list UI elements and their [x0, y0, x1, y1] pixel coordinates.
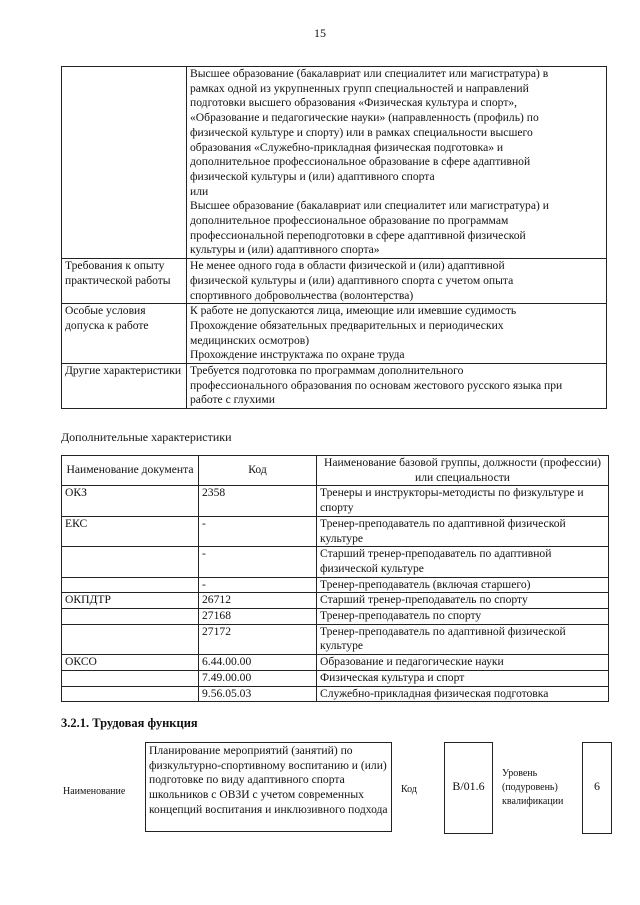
code-cell: 27168	[199, 609, 317, 625]
table-row	[62, 670, 609, 686]
document-cell: ЕКС	[62, 516, 199, 546]
requirement-line: Высшее образование (бакалавриат или специалитет или магистратура) и	[190, 199, 549, 213]
table-row	[62, 516, 609, 546]
document-cell: ОКПДТР	[62, 593, 199, 609]
group-name-cell: Тренер-преподаватель по адаптивной физической культуре	[317, 516, 609, 546]
requirement-line: Прохождение обязательных предварительных и периодических	[190, 318, 504, 332]
document-cell	[62, 624, 199, 654]
group-name-cell: Тренер-преподаватель по спорту	[317, 609, 609, 625]
group-name-cell: Образование и педагогические науки	[317, 655, 609, 671]
function-code-label: Код	[401, 784, 417, 795]
group-name-cell: Старший тренер-преподаватель по адаптивной физической культуре	[317, 547, 609, 577]
requirement-line: Требуется подготовка по программам дополнительного	[190, 364, 464, 378]
group-name-cell: Служебно-прикладная физическая подготовка	[317, 686, 609, 702]
requirement-line: рамках одной из укрупненных групп специальностей и направлений	[190, 81, 529, 95]
function-name-label: Наименование	[63, 786, 126, 797]
requirement-label: Другие характеристики	[62, 364, 187, 409]
requirement-line: профессиональной переподготовки в сфере адаптивной физической	[190, 228, 526, 242]
requirement-line: дополнительное профессиональное образование по программам	[190, 214, 509, 228]
requirement-line: профессионального образования по основам жестового русского языка при	[190, 378, 563, 392]
table-row	[62, 609, 609, 625]
table-row	[62, 686, 609, 702]
requirement-line: подготовки высшего образования «Физическая культура и спорт»,	[190, 96, 518, 110]
requirement-label: Особые условия допуска к работе	[62, 304, 187, 364]
requirement-line: физической культуры и (или) адаптивного спорта с учетом опыта	[190, 273, 514, 287]
table-row	[62, 624, 609, 654]
code-cell: 6.44.00.00	[199, 655, 317, 671]
document-cell	[62, 670, 199, 686]
header-group-name: Наименование базовой группы, должности (профессии) или специальности	[317, 456, 609, 486]
requirement-line: физической культуры и (или) адаптивного спорта	[190, 169, 435, 183]
requirement-label	[62, 67, 187, 259]
requirements-row	[62, 67, 607, 259]
qualification-level-box	[582, 742, 612, 834]
code-cell: -	[199, 577, 317, 593]
page-number: 15	[314, 26, 326, 40]
table-row	[62, 547, 609, 577]
requirement-line: работе с глухими	[190, 393, 275, 407]
group-name-cell: Тренер-преподаватель (включая старшего)	[317, 577, 609, 593]
header-document: Наименование документа	[62, 456, 199, 486]
requirements-row	[62, 304, 607, 364]
additional-characteristics-table	[61, 455, 609, 702]
table-row	[62, 593, 609, 609]
code-cell: 9.56.05.03	[199, 686, 317, 702]
group-name-cell: Старший тренер-преподаватель по спорту	[317, 593, 609, 609]
requirement-line: или	[190, 184, 209, 198]
additional-characteristics-title: Дополнительные характеристики	[61, 430, 232, 444]
requirement-label: Требования к опыту практической работы	[62, 259, 187, 304]
document-cell	[62, 547, 199, 577]
group-name-cell: Физическая культура и спорт	[317, 670, 609, 686]
document-cell: ОКСО	[62, 655, 199, 671]
group-name-cell: Тренер-преподаватель по адаптивной физической культуре	[317, 624, 609, 654]
qualification-level-value: 6	[594, 778, 600, 793]
function-code-box	[444, 742, 493, 834]
requirement-line: Высшее образование (бакалавриат или специалитет или магистратура) в	[190, 67, 549, 80]
code-cell: -	[199, 547, 317, 577]
requirement-line: «Образование и педагогические науки» (направленность (профиль) по	[190, 111, 539, 125]
requirement-line: Прохождение инструктажа по охране труда	[190, 348, 405, 362]
function-code-value: B/01.6	[452, 778, 485, 793]
table-row	[62, 577, 609, 593]
code-cell: 27172	[199, 624, 317, 654]
requirement-value	[187, 364, 607, 409]
requirements-row	[62, 259, 607, 304]
requirement-line: дополнительное профессиональное образование в сфере адаптивной	[190, 155, 531, 169]
qualification-level-label: Уровень (подуровень) квалификации	[502, 768, 564, 807]
function-name-box: Планирование мероприятий (занятий) по физкультурно-спортивному воспитанию и (или) подготовке по виду адаптивного спорта школьников с ОВЗИ с учетом современных концепций воспитания и инклюзивного подхода	[145, 742, 392, 832]
code-cell: 26712	[199, 593, 317, 609]
requirement-line: физической культуре и спорту) или в рамках специальности высшего	[190, 125, 533, 139]
table-row	[62, 655, 609, 671]
requirement-line: К работе не допускаются лица, имеющие или имевшие судимость	[190, 304, 517, 318]
code-cell: 2358	[199, 486, 317, 516]
requirement-line: Не менее одного года в области физической и (или) адаптивной	[190, 259, 505, 273]
document-cell: ОКЗ	[62, 486, 199, 516]
code-cell: 7.49.00.00	[199, 670, 317, 686]
requirement-line: медицинских осмотров)	[190, 333, 310, 347]
requirements-table	[61, 66, 607, 409]
requirement-value	[187, 67, 607, 259]
document-cell	[62, 577, 199, 593]
requirements-row	[62, 364, 607, 409]
requirement-value	[187, 259, 607, 304]
requirement-line: спортивного добровольчества (волонтерства)	[190, 288, 414, 302]
table-row	[62, 486, 609, 516]
labor-function-title: 3.2.1. Трудовая функция	[61, 716, 198, 730]
requirement-line: культуры и (или) адаптивного спорта»	[190, 243, 380, 257]
code-cell: -	[199, 516, 317, 546]
header-code: Код	[199, 456, 317, 486]
requirement-line: образования «Служебно-прикладная физическая подготовка» и	[190, 140, 504, 154]
requirement-value	[187, 304, 607, 364]
group-name-cell: Тренеры и инструкторы-методисты по физкультуре и спорту	[317, 486, 609, 516]
document-cell	[62, 609, 199, 625]
document-cell	[62, 686, 199, 702]
